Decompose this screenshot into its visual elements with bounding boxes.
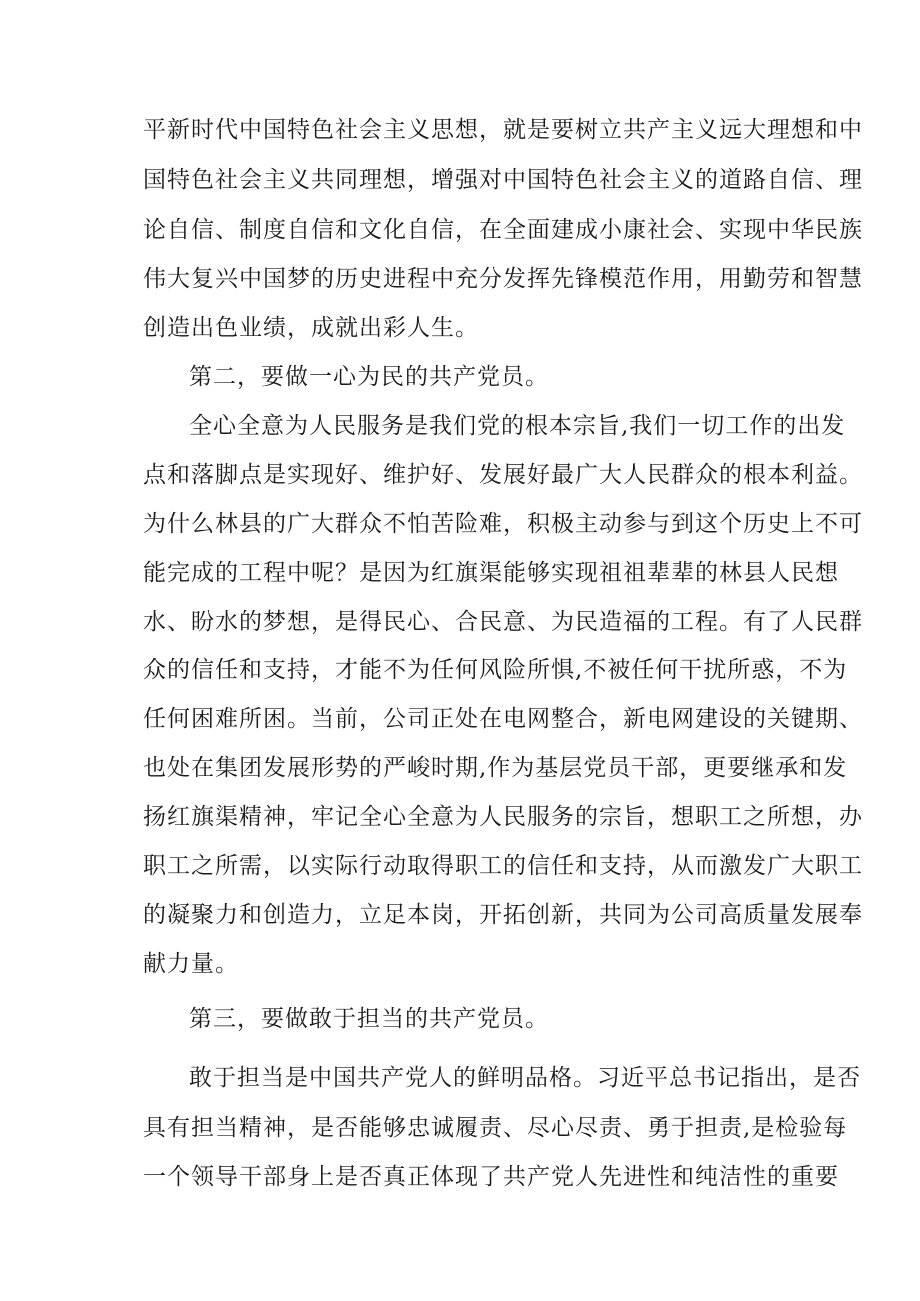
section-heading: 第三，要做敢于担当的共产党员。	[189, 1006, 549, 1032]
body-text-line: 点和落脚点是实现好、维护好、发展好最广大人民群众的根本利益。	[143, 462, 863, 488]
body-text-line: 能完成的工程中呢？是因为红旗渠能够实现祖祖辈辈的林县人民想	[143, 560, 839, 586]
body-text-line: 的凝聚力和创造力，立足本岗，开拓创新，共同为公司高质量发展奉	[143, 902, 863, 928]
body-text-line: 论自信、制度自信和文化自信，在全面建成小康社会、实现中华民族	[143, 217, 863, 243]
body-text-line: 为什么林县的广大群众不怕苦险难，积极主动参与到这个历史上不可	[143, 511, 863, 537]
body-text-line: 国特色社会主义共同理想，增强对中国特色社会主义的道路自信、理	[143, 167, 863, 193]
body-text-line: 伟大复兴中国梦的历史进程中充分发挥先锋模范作用，用勤劳和智慧	[143, 266, 863, 292]
body-text-line: 献力量。	[143, 951, 239, 977]
body-text-line: 平新时代中国特色社会主义思想，就是要树立共产主义远大理想和中	[143, 117, 863, 143]
body-text-line: 职工之所需，以实际行动取得职工的信任和支持，从而激发广大职工	[143, 853, 863, 879]
body-text-line: 全心全意为人民服务是我们党的根本宗旨,我们一切工作的出发	[189, 413, 846, 439]
body-text-line: 敢于担当是中国共产党人的鲜明品格。习近平总书记指出，是否	[189, 1065, 861, 1091]
section-heading: 第二，要做一心为民的共产党员。	[189, 364, 549, 390]
body-text-line: 创造出色业绩，成就出彩人生。	[143, 315, 479, 341]
body-text-line: 具有担当精神，是否能够忠诚履责、尽心尽责、勇于担责,是检验每	[143, 1115, 848, 1141]
body-text-line: 一个领导干部身上是否真正体现了共产党人先进性和纯洁性的重要	[143, 1164, 839, 1190]
body-text-line: 任何困难所困。当前，公司正处在电网整合，新电网建设的关键期、	[143, 706, 863, 732]
body-text-line: 扬红旗渠精神，牢记全心全意为人民服务的宗旨，想职工之所想，办	[143, 804, 863, 830]
body-text-line: 也处在集团发展形势的严峻时期,作为基层党员干部，更要继承和发	[143, 755, 848, 781]
body-text-line: 水、盼水的梦想，是得民心、合民意、为民造福的工程。有了人民群	[143, 609, 863, 635]
body-text-line: 众的信任和支持，才能不为任何风险所惧,不被任何干扰所惑，不为	[143, 657, 848, 683]
